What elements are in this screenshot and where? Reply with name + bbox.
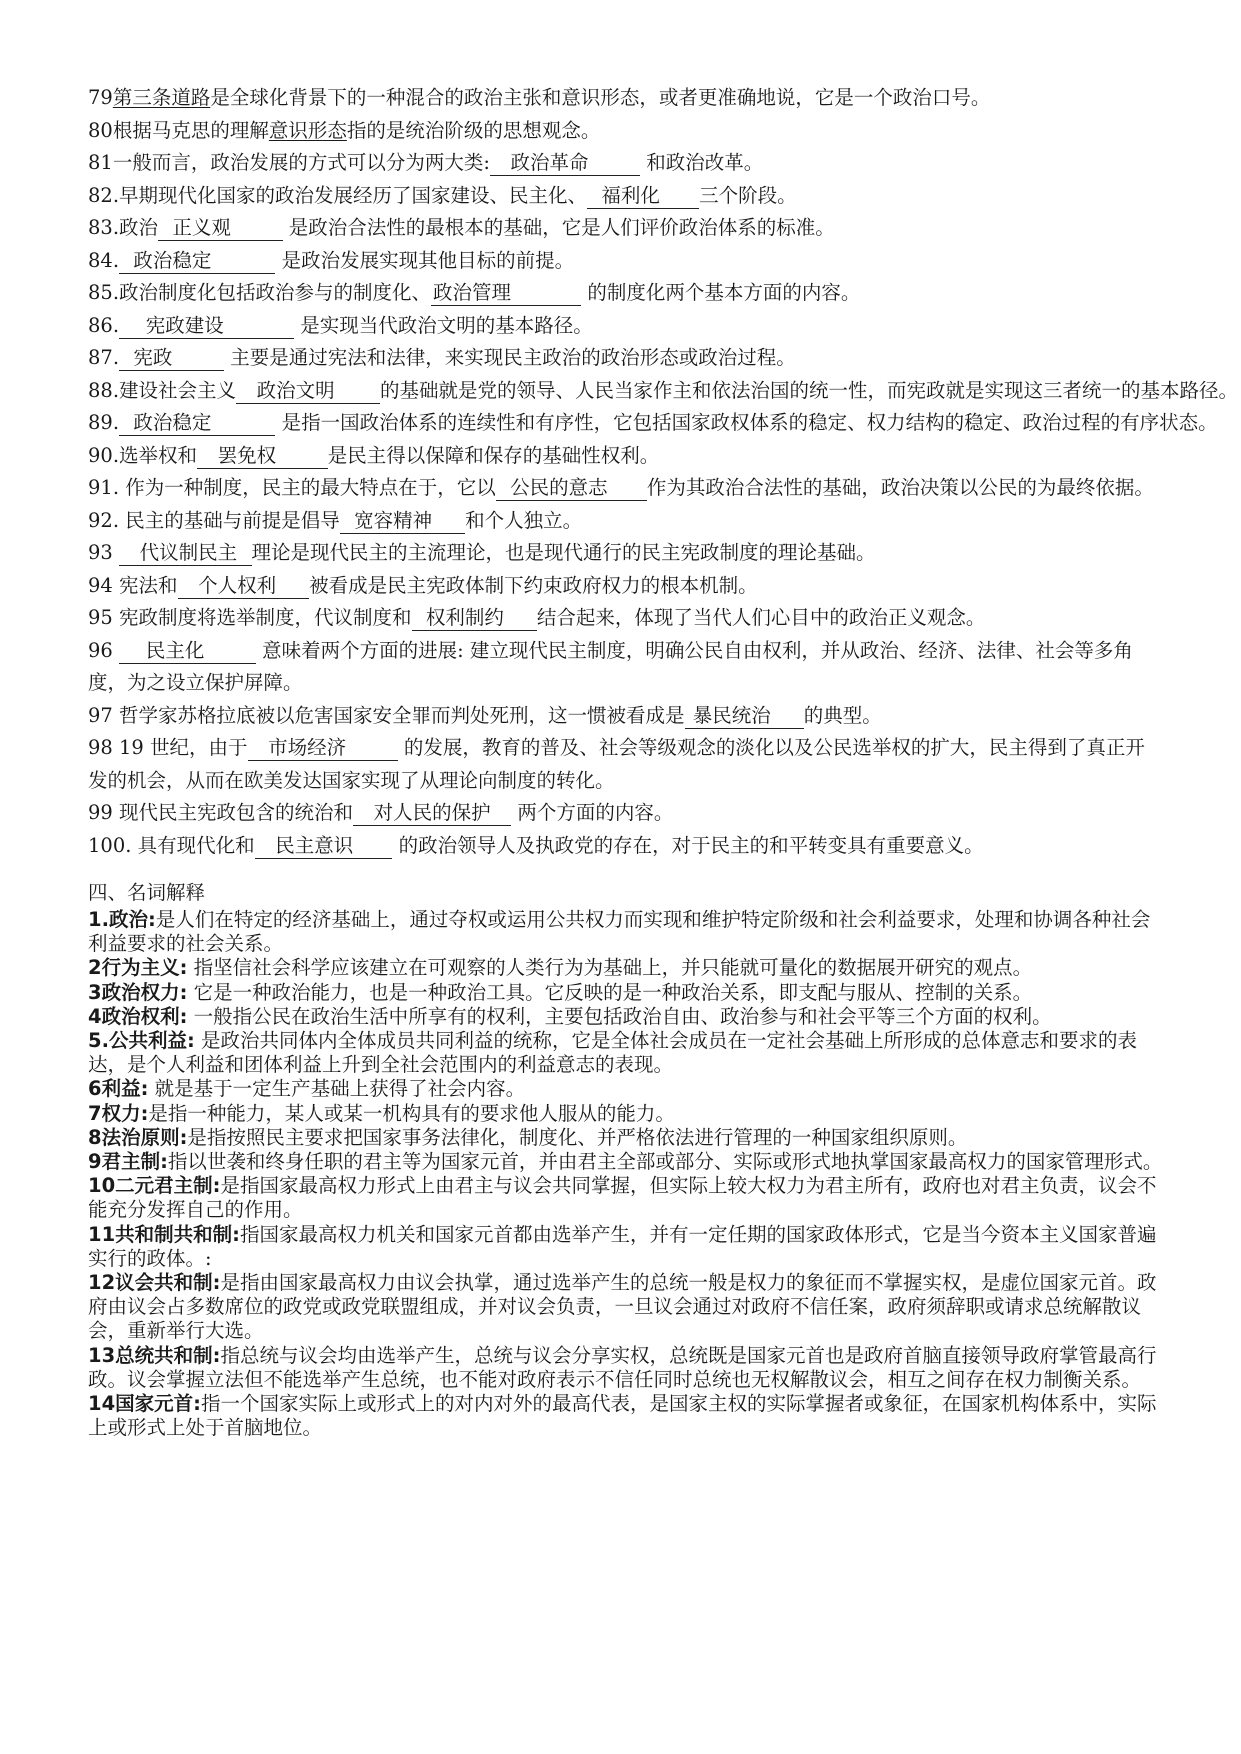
question-text-after: 是民主得以保障和保存的基础性权利。: [327, 443, 660, 467]
question-number: 95: [88, 606, 113, 629]
question-item: [88, 635, 1163, 700]
question-item: [88, 440, 1163, 473]
question-text-before: 根据马克思的理解: [112, 118, 269, 142]
definition-item: [88, 1271, 1163, 1344]
question-text-after: 被看成是民主宪政体制下约束政府权力的根本机制。: [309, 573, 758, 597]
fill-in-blank-list: [88, 82, 1239, 862]
definition-term: [88, 1005, 187, 1028]
term-number: 9: [88, 1150, 102, 1174]
question-text-before: 宪政制度将选举制度，代议制度和: [112, 606, 412, 629]
question-text-before: 具有现代化和: [131, 833, 255, 857]
question-number: 82.: [88, 183, 120, 207]
term-separator: :: [187, 1029, 195, 1053]
definition-item: [88, 1126, 1163, 1150]
question-number: 79: [88, 86, 113, 109]
answer-blank: 第三条道路: [112, 86, 211, 109]
definition-text: 是指按照民主要求把国家事务法律化，制度化、并严格依法进行管理的一种国家组织原则。: [187, 1125, 968, 1149]
definition-term: [88, 1102, 148, 1125]
term-number: 8: [88, 1125, 102, 1149]
answer-blank: 政治文明: [238, 378, 379, 402]
question-item: [88, 310, 1163, 343]
definition-text: 就是基于一定生产基础上获得了社会内容。: [148, 1077, 526, 1101]
term-separator: :: [140, 1101, 149, 1125]
question-item: [88, 797, 1163, 830]
definition-term: [88, 1029, 195, 1052]
question-number: 97: [88, 703, 113, 727]
question-number: 98: [88, 736, 113, 759]
question-item: [88, 245, 1163, 278]
answer-blank: 代议制民主: [121, 541, 250, 564]
question-text-after: 意味着两个方面的进展: 建立现代民主制度，明确公民自由权利，并从政治、经济、法律、社会等多角度，为之设立保护屏障。: [88, 638, 1133, 694]
question-item: [88, 180, 1163, 213]
term-number: 2: [88, 956, 102, 980]
question-item: [88, 212, 1163, 245]
definition-term: [88, 1271, 220, 1294]
question-text-after: 作为其政治合法性的基础，政治决策以公民的为最终依据。: [646, 476, 1154, 499]
question-number: 94: [88, 573, 113, 597]
question-item: [88, 570, 1163, 603]
question-text-after: 是政治发展实现其他目标的前提。: [275, 248, 575, 272]
question-text-after: 的政治领导人及执政党的存在，对于民主的和平转变具有重要意义。: [392, 833, 984, 857]
question-item: [88, 82, 1163, 115]
document-page: [88, 82, 1239, 1440]
definition-term: [88, 1223, 240, 1246]
term-separator: :: [179, 1004, 188, 1028]
term-name: 行为主义: [101, 956, 180, 980]
question-number: 87.: [88, 346, 120, 369]
question-number: 93: [88, 541, 113, 564]
question-number: 92.: [88, 508, 120, 532]
definition-term: [88, 981, 187, 1004]
answer-blank: 政治管理: [433, 281, 580, 304]
definition-term: [88, 1392, 201, 1415]
answer-blank: 宽容精神: [341, 508, 464, 532]
term-separator: :: [179, 980, 188, 1004]
answer-blank: 罢免权: [199, 443, 326, 467]
definition-item: [88, 1223, 1163, 1271]
term-separator: :: [160, 1150, 168, 1174]
term-number: 10: [88, 1174, 116, 1198]
question-text-after: 的基础就是党的领导、人民当家作主和依法治国的统一性，而宪政就是实现这三者统一的基本路径。: [380, 378, 1239, 402]
question-text-after: 是指一国政治体系的连续性和有序性，它包括国家政权体系的稳定、权力结构的稳定、政治过程的有序状态。: [275, 411, 1218, 434]
definition-item: [88, 1005, 1163, 1029]
answer-blank: 宪政: [121, 346, 223, 369]
question-text-before: 早期现代化国家的政治发展经历了国家建设、民主化、: [119, 183, 588, 207]
definition-item: [88, 981, 1163, 1005]
term-separator: :: [148, 908, 156, 931]
definition-term: [88, 956, 187, 979]
definition-text: 是人们在特定的经济基础上，通过夺权或运用公共权力而实现和维护特定阶级和社会利益要求，处理和协调各种社会利益要求的社会关系。: [88, 908, 1151, 956]
term-number: 13: [88, 1343, 116, 1367]
question-text-after: 是政治合法性的最根本的基础，它是人们评价政治体系的标准。: [282, 216, 835, 239]
definition-term: [88, 908, 156, 931]
definition-item: [88, 1344, 1163, 1392]
term-name: 利益: [101, 1077, 141, 1101]
question-number: 88.: [88, 378, 120, 402]
question-number: 90.: [88, 443, 120, 467]
definition-item: [88, 1150, 1163, 1174]
question-text-after: 的典型。: [803, 703, 882, 727]
term-name: 政治权力: [101, 980, 180, 1004]
question-item: [88, 115, 1163, 148]
question-item: [88, 407, 1218, 440]
term-number: 14: [88, 1392, 116, 1416]
definition-text: 指一个国家实际上或形式上的对内对外的最高代表，是国家主权的实际掌握者或象征，在国家机构体系中，实际上或形式上处于首脑地位。: [88, 1392, 1157, 1440]
question-text-before: 19 世纪，由于: [112, 736, 248, 759]
question-text-after: 的制度化两个基本方面的内容。: [581, 281, 861, 304]
answer-blank: 政治革命: [491, 151, 639, 174]
question-number: 100.: [88, 833, 132, 857]
question-text-after: 理论是现代民主的主流理论，也是现代通行的民主宪政制度的理论基础。: [251, 541, 876, 564]
term-name: 权力: [101, 1101, 141, 1125]
answer-blank: 民主化: [121, 638, 254, 662]
definition-item: [88, 956, 1163, 980]
question-text-after: 主要是通过宪法和法律，来实现民主政治的政治形态或政治过程。: [224, 346, 796, 369]
term-number: 3: [88, 980, 102, 1004]
question-number: 89.: [88, 411, 120, 434]
question-text-after: 三个阶段。: [699, 183, 797, 207]
definition-item: [88, 908, 1163, 956]
answer-blank: 对人民的保护: [355, 801, 510, 824]
question-text-before: 建设社会主义: [119, 378, 237, 402]
term-name: 法治原则: [101, 1125, 180, 1149]
answer-blank: 民主意识: [256, 833, 391, 857]
definition-term: [88, 1126, 187, 1149]
question-number: 84.: [88, 248, 120, 272]
question-item: [88, 602, 1163, 635]
definition-item: [88, 1392, 1163, 1440]
question-text-before: 现代民主宪政包含的统治和: [112, 801, 354, 824]
term-separator: :: [212, 1343, 221, 1367]
definition-text: 是政治共同体内全体成员共同利益的统称，它是全体社会成员在一定社会基础上所形成的总体意志和要求的表达，是个人利益和团体利益上升到全社会范围内的利益意志的表现。: [88, 1029, 1138, 1077]
question-item: [88, 147, 1163, 180]
definition-text: 它是一种政治能力，也是一种政治工具。它反映的是一种政治关系，即支配与服从、控制的关系。: [187, 980, 1033, 1004]
question-text-after: 和政治改革。: [640, 151, 764, 174]
answer-blank: 市场经济: [249, 736, 396, 759]
definition-text: 指以世袭和终身任职的君主等为国家元首，并由君主全部或部分、实际或形式地执掌国家最高权力的国家管理形式。: [167, 1150, 1163, 1174]
term-separator: :: [212, 1271, 221, 1295]
term-name: 二元君主制: [115, 1174, 213, 1198]
term-name: 国家元首: [115, 1392, 194, 1416]
definition-list: [88, 908, 1163, 1440]
definition-text: 一般指公民在政治生活中所享有的权利，主要包括政治自由、政治参与和社会平等三个方面的权利。: [187, 1004, 1052, 1028]
question-number: 91.: [88, 476, 120, 499]
term-number: 5.: [88, 1029, 109, 1053]
term-name: 公共利益: [108, 1029, 187, 1053]
question-number: 96: [88, 638, 113, 662]
definition-text: 是指一种能力，某人或某一机构具有的要求他人服从的能力。: [148, 1101, 675, 1125]
question-text-before: 作为一种制度，民主的最大特点在于，它以: [119, 476, 496, 499]
question-text-after: 是实现当代政治文明的基本路径。: [294, 313, 593, 337]
term-name: 君主制: [101, 1150, 161, 1174]
definition-term: [88, 1150, 168, 1173]
definition-text: 是指国家最高权力形式上由君主与议会共同掌握，但实际上较大权力为君主所有，政府也对君主负责，议会不能充分发挥自己的作用。: [88, 1174, 1157, 1222]
question-text-before: 民主的基础与前提是倡导: [119, 508, 340, 532]
question-text-before: 选举权和: [119, 443, 198, 467]
term-name: 共和制共和制: [115, 1222, 233, 1246]
definition-term: [88, 1344, 220, 1367]
question-text-after: 是全球化背景下的一种混合的政治主张和意识形态，或者更准确地说，它是一个政治口号。: [210, 86, 991, 109]
question-text-before: 宪法和: [112, 573, 178, 597]
question-number: 99: [88, 801, 113, 824]
question-item: [88, 375, 1239, 408]
term-name: 政治: [108, 908, 148, 931]
term-number: 6: [88, 1077, 102, 1101]
term-name: 总统共和制: [115, 1343, 213, 1367]
question-text-before: 政治制度化包括政治参与的制度化、: [119, 281, 432, 304]
section-heading: 四、名词解释: [88, 881, 206, 904]
term-name: 政治权利: [101, 1004, 180, 1028]
answer-blank: 暴民统治: [686, 703, 802, 727]
answer-blank: 个人权利: [179, 573, 308, 597]
term-number: 7: [88, 1101, 102, 1125]
question-text-after: 的发展，教育的普及、社会等级观念的淡化以及公民选举权的扩大，民主得到了真正开发的机会，从而在欧美发达国家实现了从理论向制度的转化。: [88, 736, 1145, 792]
question-text-after: 结合起来，体现了当代人们心目中的政治正义观念。: [536, 606, 986, 629]
term-number: 4: [88, 1004, 102, 1028]
answer-blank: 政治稳定: [121, 248, 274, 272]
answer-blank: 正义观: [160, 216, 281, 239]
question-item: [88, 277, 1163, 310]
definition-term: [88, 1174, 220, 1197]
question-number: 80: [88, 118, 113, 142]
definition-item: [88, 1174, 1163, 1222]
term-separator: :: [140, 1077, 149, 1101]
question-text-after: 指的是统治阶级的思想观念。: [346, 118, 601, 142]
question-item: [88, 342, 1163, 375]
term-number: 12: [88, 1271, 116, 1295]
question-number: 85.: [88, 281, 120, 304]
term-name: 议会共和制: [115, 1271, 213, 1295]
term-separator: :: [232, 1222, 240, 1246]
answer-blank: 权利制约: [413, 606, 535, 629]
question-number: 83.: [88, 216, 120, 239]
definition-text: 指坚信社会科学应该建立在可观察的人类行为为基础上，并只能就可量化的数据展开研究的观点。: [187, 956, 1033, 980]
term-separator: :: [193, 1392, 201, 1416]
definition-item: [88, 1029, 1163, 1077]
question-text-before: 政治: [119, 216, 159, 239]
answer-blank: 意识形态: [268, 118, 347, 142]
definition-text: 是指由国家最高权力由议会执掌，通过选举产生的总统一般是权力的象征而不掌握实权，是虚位国家元首。政府由议会占多数席位的政党或政党联盟组成，并对议会负责，一旦议会通过对政府不信任案，政府须辞职或请求总统解散议会，重新举行大选。: [88, 1271, 1157, 1343]
term-number: 11: [88, 1222, 116, 1246]
question-text-before: 哲学家苏格拉底被以危害国家安全罪而判处死刑，这一惯被看成是: [112, 703, 685, 727]
question-item: [88, 472, 1163, 505]
definition-term: [88, 1077, 148, 1100]
question-item: [88, 830, 1163, 863]
definition-text: 指国家最高权力机关和国家元首都由选举产生，并有一定任期的国家政体形式，它是当今资本主义国家普遍实行的政体。:: [88, 1222, 1157, 1270]
question-text-before: 一般而言，政治发展的方式可以分为两大类:: [112, 151, 490, 174]
definition-item: [88, 1077, 1163, 1101]
term-number: 1.: [88, 908, 109, 931]
term-separator: :: [179, 956, 188, 980]
question-text-after: 两个方面的内容。: [511, 801, 674, 824]
answer-blank: 政治稳定: [121, 411, 274, 434]
question-number: 81: [88, 151, 113, 174]
answer-blank: 宪政建设: [121, 313, 292, 337]
term-separator: :: [212, 1174, 221, 1198]
question-number: 86.: [88, 313, 120, 337]
definition-item: [88, 1102, 1163, 1126]
question-text-after: 和个人独立。: [465, 508, 583, 532]
term-separator: :: [179, 1125, 188, 1149]
question-item: [88, 732, 1163, 797]
question-item: [88, 700, 1163, 733]
answer-blank: 福利化: [589, 183, 698, 207]
definition-text: 指总统与议会均由选举产生，总统与议会分享实权，总统既是国家元首也是政府首脑直接领导政府掌管最高行政。议会掌握立法但不能选举产生总统，也不能对政府表示不信任同时总统也无权解散议会，相互之间存在权力制衡关系。: [88, 1343, 1157, 1391]
answer-blank: 公民的意志: [497, 476, 645, 499]
question-item: [88, 537, 1163, 570]
question-item: [88, 505, 1163, 538]
